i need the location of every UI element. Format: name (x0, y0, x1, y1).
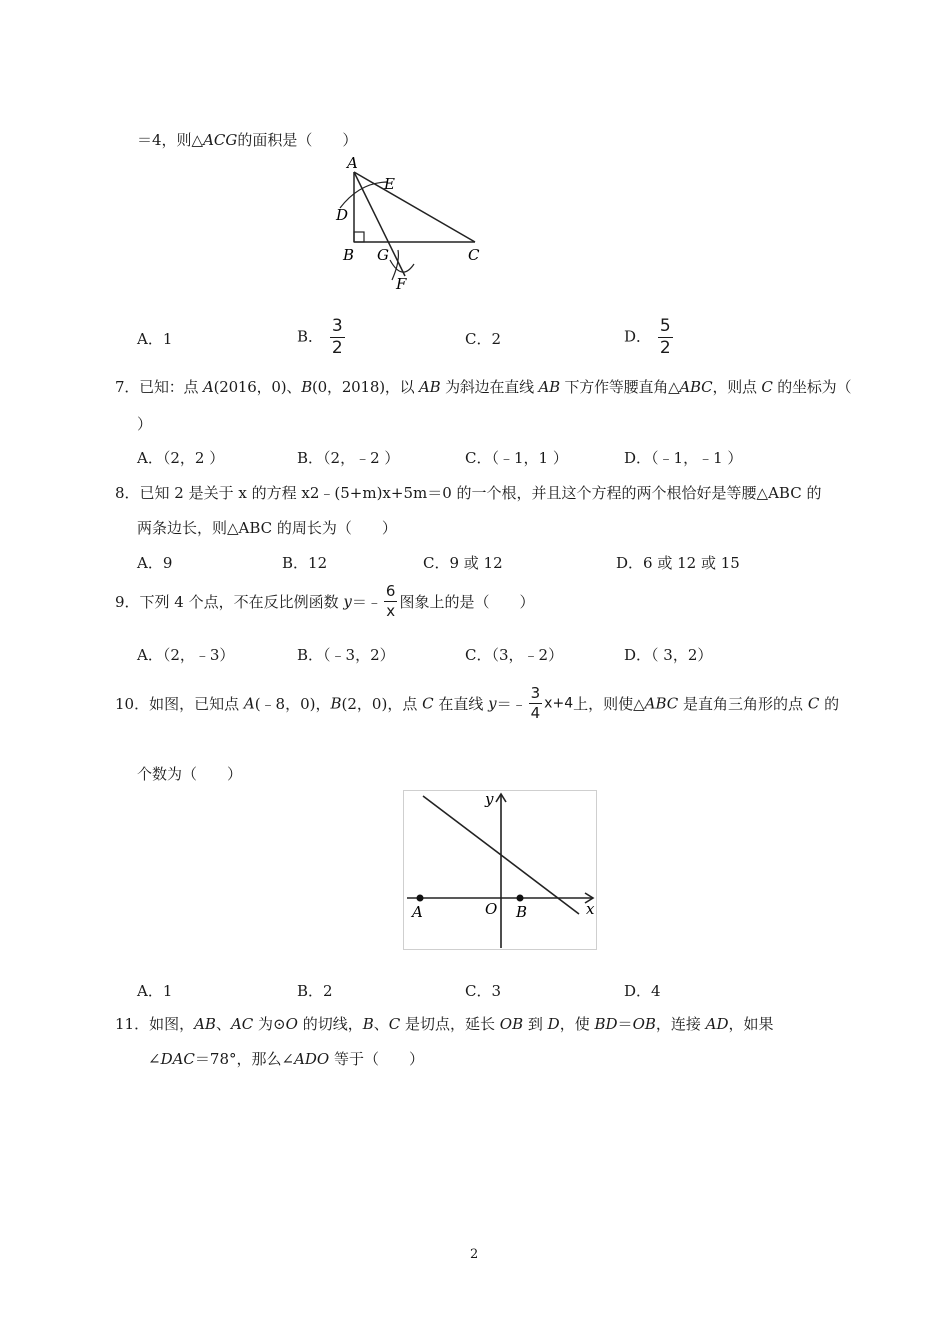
q6-label-e: E (384, 175, 395, 193)
q10-label-x: x (586, 900, 595, 918)
q8-option-c[interactable]: C．9 或 12 (423, 554, 503, 572)
q8-question: 8．已知 2 是关于 x 的方程 x2﹣(5+m)x+5m＝0 的一个根，并且这个方程的两个根恰好是等腰△ABC 的 (115, 484, 822, 502)
q10-label-a: A (412, 903, 423, 921)
q10-option-d[interactable]: D．4 (624, 982, 661, 1000)
q9-option-b[interactable]: B．（﹣3，2） (297, 646, 395, 664)
q10-point-b (517, 895, 524, 902)
q7-option-b[interactable]: B．（2，﹣2 ） (297, 449, 400, 467)
fraction-3-over-4: $\frac{3}{4}$ (530, 684, 541, 722)
q10-coordinate-figure (403, 790, 597, 950)
q11-question: 11．如图，AB、AC 为⊙O 的切线，B、C 是切点，延长 OB 到 D，使 BD＝OB，连接 AD，如果 (115, 1015, 774, 1033)
q9-option-c[interactable]: C．（3，﹣2） (465, 646, 564, 664)
q6-label-g: G (377, 246, 389, 264)
q9-option-a[interactable]: A．（2，﹣3） (137, 646, 235, 664)
q6-label-d: D (336, 206, 349, 224)
q7-option-d[interactable]: D．（﹣1，﹣1 ） (624, 449, 743, 467)
q8-question-line2: 两条边长，则△ABC 的周长为（ ） (137, 519, 397, 537)
q6-option-d[interactable]: D． $\frac{5}{2}$ (624, 316, 671, 358)
q10-option-b[interactable]: B．2 (297, 982, 333, 1000)
q10-label-y: y (485, 790, 494, 808)
q10-label-o: O (485, 900, 498, 918)
q7-option-a[interactable]: A．（2，2 ） (137, 449, 225, 467)
q7-option-c[interactable]: C．（﹣1，1 ） (465, 449, 568, 467)
q8-option-d[interactable]: D．6 或 12 或 15 (616, 554, 740, 572)
q6-option-b[interactable]: B． $\frac{3}{2}$ (297, 316, 343, 358)
q10-label-b: B (516, 903, 528, 921)
q10-question-line2: 个数为（ ） (137, 765, 243, 783)
fraction-three-halves: $\frac{3}{2}$ (331, 316, 343, 358)
q9-question: 9．下列 4 个点，不在反比例函数 y＝﹣ $\frac{6}{x}$ 图象上的是（ ） (115, 582, 535, 620)
q9-option-d[interactable]: D．（ 3，2） (624, 646, 713, 664)
q10-option-c[interactable]: C．3 (465, 982, 502, 1000)
q6-question-tail: ＝4，则△ACG的面积是（ ） (137, 131, 358, 149)
q10-point-a (417, 895, 424, 902)
q8-option-b[interactable]: B．12 (282, 554, 328, 572)
q6-option-a[interactable]: A．1 (137, 330, 173, 348)
q11-question-line2: ∠DAC＝78°，那么∠ADO 等于（ ） (148, 1050, 425, 1068)
q8-option-a[interactable]: A．9 (137, 554, 173, 572)
q7-question-line2: ） (137, 415, 153, 433)
q6-option-c[interactable]: C．2 (465, 330, 502, 348)
q6-label-c: C (468, 246, 480, 264)
q10-question: 10．如图，已知点 A(﹣8，0)，B(2，0)，点 C 在直线 y＝﹣ $\frac{3}{4}$ x+4上，则使△ABC 是直角三角形的点 C 的 (115, 684, 840, 722)
q7-question: 7．已知：点 A(2016，0)、B(0，2018)，以 AB 为斜边在直线 AB 下方作等腰直角△ABC，则点 C 的坐标为（ (115, 378, 852, 396)
q6-label-f: F (396, 275, 407, 292)
page-number: 2 (470, 1247, 479, 1262)
q10-option-a[interactable]: A．1 (137, 982, 173, 1000)
fraction-6-over-x: $\frac{6}{x}$ (385, 582, 396, 620)
q6-label-b: B (343, 246, 355, 264)
q6-triangle-figure (330, 152, 490, 292)
q6-label-a: A (347, 154, 358, 172)
fraction-five-halves: $\frac{5}{2}$ (659, 316, 671, 358)
